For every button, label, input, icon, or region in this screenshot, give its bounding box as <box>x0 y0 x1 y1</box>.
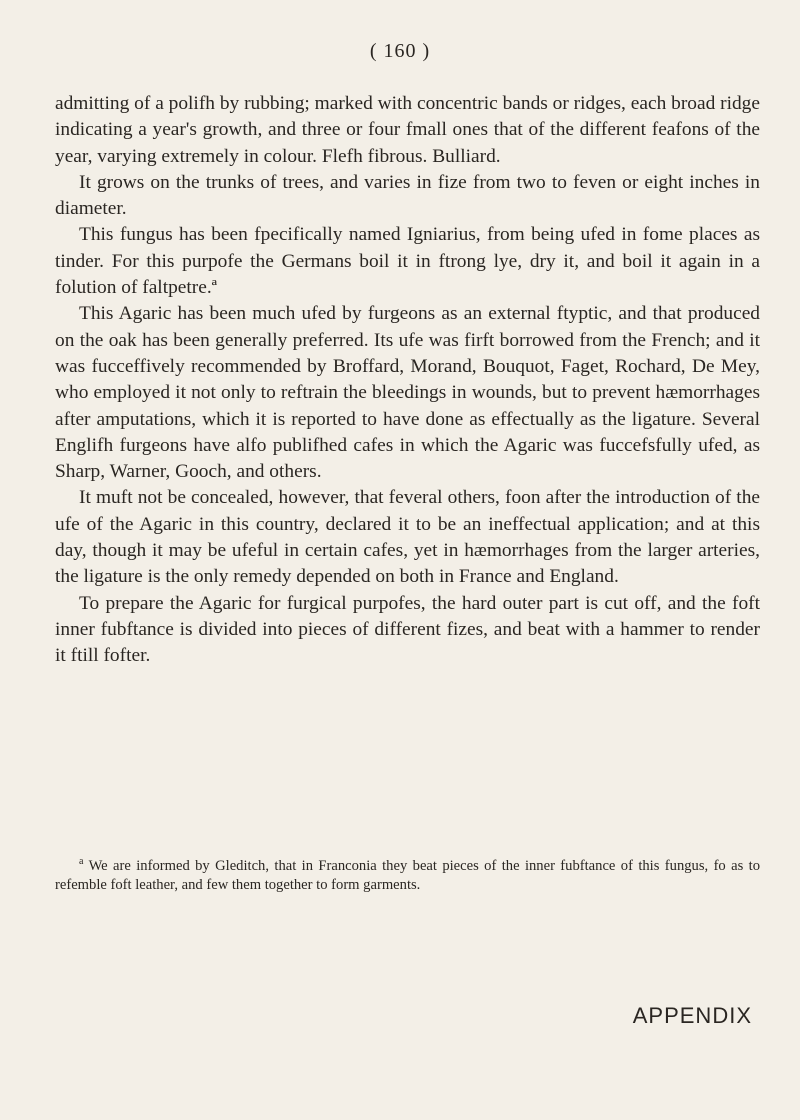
paragraph-styptic: This Agaric has been much ufed by furgeons as an external ftyptic, and that produced on the oak has been generally preferred. Its ufe was firft borrowed from the French; and it was fucceffively recommended by Broffard, Morand, Bouquot, Faget, Rochard, De Mey, who employed it not only to reftrain the bleedings in wounds, but to prevent hæmorrhages after amputations, which it is reported to have done as effectually as the ligature. Several Englifh furgeons have alfo publifhed cafes in which the Agaric was fuccefsfully ufed, as Sharp, Warner, Gooch, and others. <box>55 303 760 483</box>
footnote-marker: a <box>79 856 84 867</box>
paragraph-preparation: To prepare the Agaric for furgical purpofes, the hard outer part is cut off, and the foft inner fubftance is divided into pieces of different fizes, and beat with a hammer to render it ftill fofter. <box>55 592 760 667</box>
footnote-text: We are informed by Gleditch, that in Franconia they beat pieces of the inner fubftance of this fungus, fo as to refemble foft leather, and few them together to form garments. <box>55 857 760 893</box>
paragraph-size: It grows on the trunks of trees, and varies in fize from two to feven or eight inches in diameter. <box>55 171 760 220</box>
catchword: APPENDIX <box>632 1003 752 1028</box>
body-text <box>55 91 760 670</box>
paragraph-ineffectual: It muft not be concealed, however, that feveral others, foon after the introduction of the ufe of the Agaric in this country, declared it to be an ineffectual application; and at this day, though it may be ufeful in certain cafes, yet in hæmorrhages from the larger arteries, the ligature is the only remedy depended on both in France and England. <box>55 487 760 588</box>
paragraph-igniarius: This fungus has been fpecifically named Igniarius, from being ufed in fome places as tinder. For this purpofe the Germans boil it in ftrong lye, dry it, and boil it again in a folution of faltpetre.ª <box>55 224 760 299</box>
footnote <box>55 852 760 895</box>
page-number: ( 160 ) <box>369 40 431 62</box>
paragraph-continuation: admitting of a polifh by rubbing; marked with concentric bands or ridges, each broad ridge indicating a year's growth, and three or four fmall ones that of the different feafons of the year, varying extremely in colour. Flefh fibrous. Bulliard. <box>55 93 760 167</box>
